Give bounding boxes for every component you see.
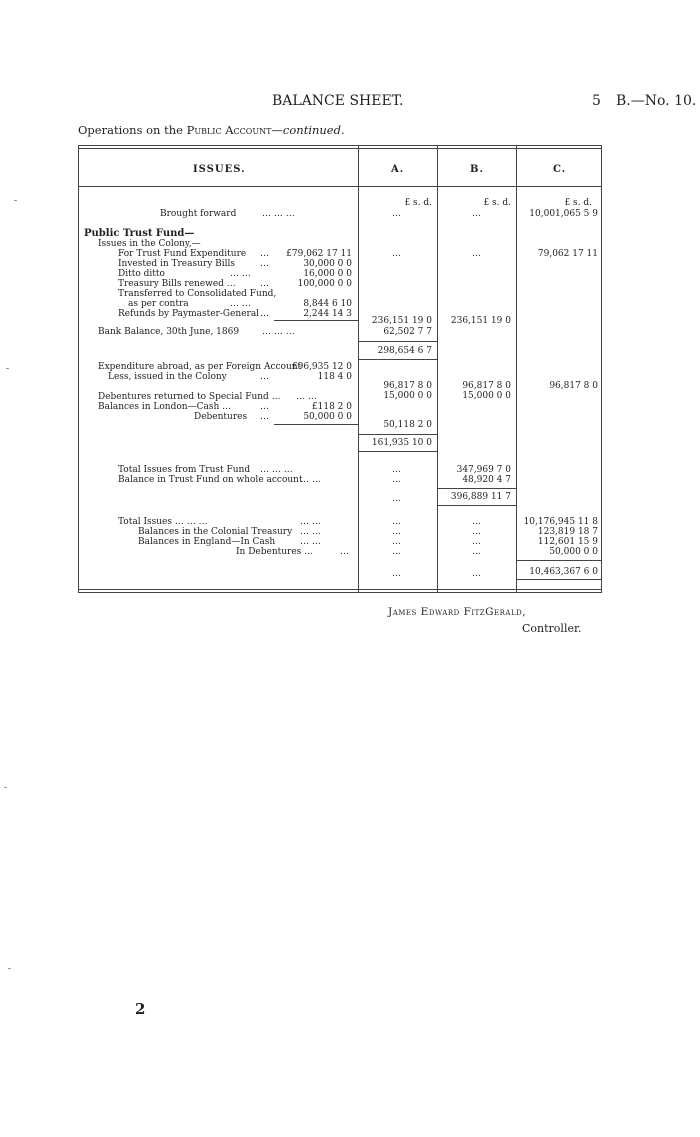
inner-value: £96,935 12 0 bbox=[291, 362, 352, 372]
row-label: Less, issued in the Colony bbox=[108, 372, 227, 382]
column-header-c: C. bbox=[553, 164, 567, 175]
cell-value: 10,176,945 11 8 bbox=[523, 517, 598, 527]
footer-page-number: 2 bbox=[135, 1000, 146, 1018]
cell-value: 79,062 17 11 bbox=[537, 249, 598, 259]
table-bottom-rule bbox=[78, 589, 602, 590]
row-label: Debentures bbox=[194, 412, 248, 422]
cell-value: 96,817 8 0 bbox=[462, 381, 511, 391]
row-label: Treasury Bills renewed … bbox=[118, 279, 236, 289]
row-label: Ditto ditto bbox=[118, 269, 165, 279]
row-label: Brought forward bbox=[160, 209, 237, 219]
row-label: Transferred to Consolidated Fund, bbox=[118, 289, 277, 299]
scan-speck bbox=[4, 787, 7, 788]
column-header-issues: ISSUES. bbox=[193, 164, 246, 175]
cell-value: 48,920 4 7 bbox=[462, 475, 511, 485]
cell-value: 50,000 0 0 bbox=[549, 547, 598, 557]
column-header-b: B. bbox=[470, 164, 484, 175]
cell-value: 123,819 18 7 bbox=[537, 527, 598, 537]
row-label: Bank Balance, 30th June, 1869 bbox=[98, 327, 240, 337]
inner-value: 100,000 0 0 bbox=[297, 279, 352, 289]
row-label: Balances in England—In Cash bbox=[138, 537, 276, 547]
row-label: Invested in Treasury Bills bbox=[118, 259, 236, 269]
row-label: Balances in London—Cash … bbox=[98, 402, 232, 412]
inner-value: 2,244 14 3 bbox=[303, 309, 352, 319]
inner-value: 118 4 0 bbox=[317, 372, 352, 382]
cell-value: 10,001,065 5 9 bbox=[529, 209, 598, 219]
inner-value: 16,000 0 0 bbox=[303, 269, 352, 279]
row-label: Expenditure abroad, as per Foreign Account bbox=[98, 362, 302, 372]
currency-units-b: £ s. d. bbox=[483, 198, 511, 208]
cell-value: 50,118 2 0 bbox=[383, 420, 432, 430]
cell-value: 298,654 6 7 bbox=[377, 346, 432, 356]
page-title: BALANCE SHEET. bbox=[272, 93, 404, 109]
table-top-rule bbox=[78, 145, 602, 146]
signatory-name: James Edward FitzGerald, bbox=[388, 606, 527, 618]
section-heading: Public Trust Fund— bbox=[84, 228, 195, 239]
cell-value: 96,817 8 0 bbox=[383, 381, 432, 391]
inner-value: 50,000 0 0 bbox=[303, 412, 352, 422]
inner-value: £79,062 17 11 bbox=[286, 249, 352, 259]
section-subtitle: Operations on the Public Account—continued. bbox=[78, 123, 345, 137]
cell-value: 161,935 10 0 bbox=[371, 438, 432, 448]
cell-value: 236,151 19 0 bbox=[371, 316, 432, 326]
cell-value: 15,000 0 0 bbox=[462, 391, 511, 401]
cell-value: 62,502 7 7 bbox=[383, 327, 432, 337]
currency-units-c: £ s. d. bbox=[564, 198, 592, 208]
grand-total-value: 10,463,367 6 0 bbox=[529, 567, 598, 577]
cell-value: 347,969 7 0 bbox=[456, 465, 511, 475]
row-label: Total Issues from Trust Fund bbox=[118, 465, 251, 475]
cell-value: 396,889 11 7 bbox=[450, 492, 511, 502]
inner-value: 30,000 0 0 bbox=[303, 259, 352, 269]
row-label: For Trust Fund Expenditure bbox=[118, 249, 247, 259]
row-label: Refunds by Paymaster-General bbox=[118, 309, 260, 319]
signatory-title: Controller. bbox=[522, 622, 582, 635]
column-header-a: A. bbox=[391, 164, 405, 175]
row-label: as per contra bbox=[128, 299, 189, 309]
document-reference: B.—No. 10. bbox=[616, 93, 697, 109]
scan-speck bbox=[6, 368, 9, 369]
cell-value: 96,817 8 0 bbox=[549, 381, 598, 391]
scan-speck bbox=[8, 968, 11, 969]
scan-speck bbox=[14, 200, 17, 201]
cell-value: 236,151 19 0 bbox=[450, 316, 511, 326]
row-label: Balances in the Colonial Treasury bbox=[138, 527, 293, 537]
row-label: Total Issues … … … bbox=[118, 517, 208, 527]
cell-value: 112,601 15 9 bbox=[537, 537, 598, 547]
currency-units-a: £ s. d. bbox=[404, 198, 432, 208]
header-rule bbox=[78, 186, 602, 187]
row-label: Debentures returned to Special Fund … bbox=[98, 392, 281, 402]
page-number: 5 bbox=[592, 93, 601, 109]
inner-value: 8,844 6 10 bbox=[303, 299, 352, 309]
column-divider bbox=[358, 145, 359, 592]
row-label: Balance in Trust Fund on whole account bbox=[118, 475, 303, 485]
row-label: In Debentures … bbox=[236, 547, 314, 557]
cell-value: 15,000 0 0 bbox=[383, 391, 432, 401]
inner-value: £118 2 0 bbox=[311, 402, 352, 412]
